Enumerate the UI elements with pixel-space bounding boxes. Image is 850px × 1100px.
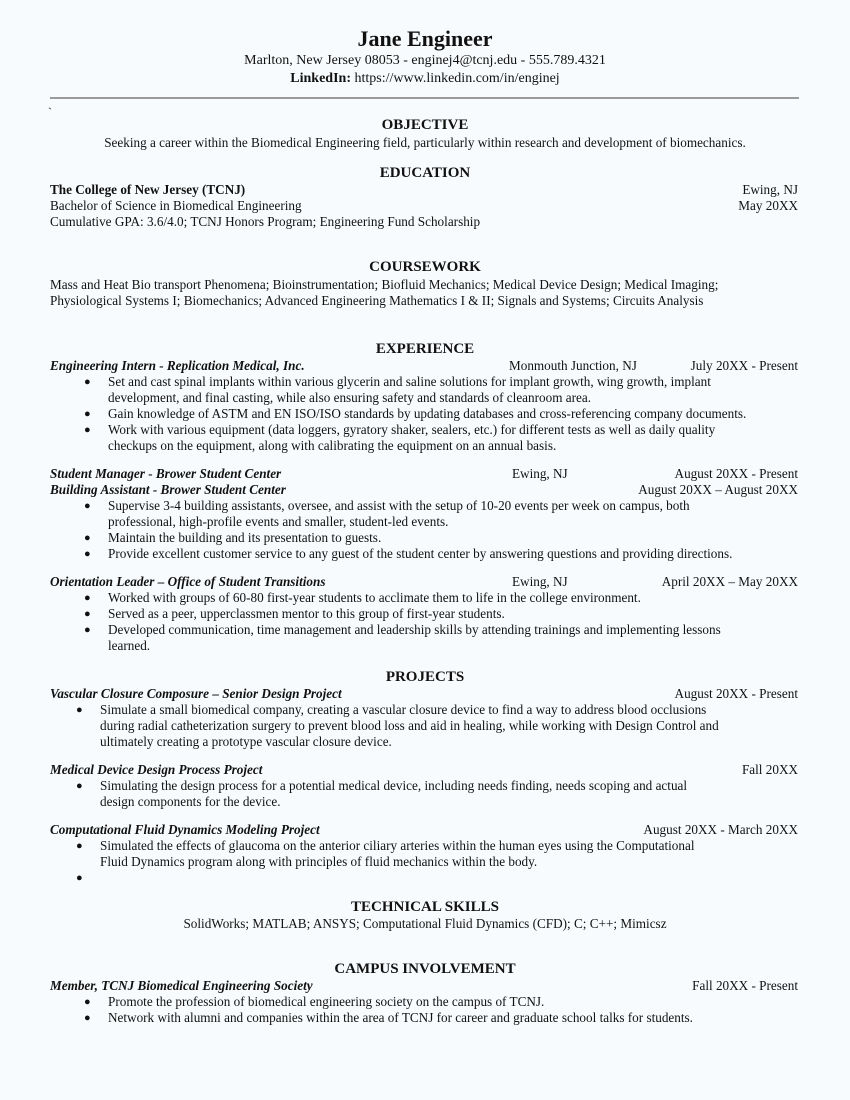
candidate-name: Jane Engineer xyxy=(357,26,493,51)
job-location: Monmouth Junction, NJ xyxy=(509,358,637,373)
list-item xyxy=(0,870,790,886)
project-bullets xyxy=(0,778,790,810)
school-location: Ewing, NJ xyxy=(742,182,798,197)
experience-heading: EXPERIENCE xyxy=(375,341,475,357)
list-item: ● Simulate a small biomedical company, creating a vascular closure device to find a way to address blood occlusions during radial catheterization surgery to prevent blood loss and aid in healing, while working with Design Control and ultimately creating a prototype vascular closure device. xyxy=(76,702,719,749)
job-location: Ewing, NJ xyxy=(512,574,568,589)
list-item: ● Simulated the effects of glaucoma on the anterior ciliary arteries within the human eyes using the Computational Fluid Dynamics program along with principles of fluid mechanics within the body. xyxy=(76,838,695,869)
job-date: April 20XX – May 20XX xyxy=(661,574,798,589)
coursework-heading: COURSEWORK xyxy=(369,259,481,275)
job-date: July 20XX - Present xyxy=(690,358,798,373)
bullet-icon: ● xyxy=(84,592,91,604)
stray-mark: ` xyxy=(48,105,52,119)
list-item: ● Work with various equipment (data loggers, gyratory shaker, sealers, etc.) for different tests as well as daily quality checkups on the equipment, along with calibrating the equipment on an annual basis. xyxy=(84,422,716,453)
list-item: ● Promote the profession of biomedical engineering society on the campus of TCNJ. xyxy=(84,994,545,1009)
objective-text: Seeking a career within the Biomedical Engineering field, particularly within research and development of biomechanics. xyxy=(104,135,746,150)
bullet-icon: ● xyxy=(84,376,91,388)
graduation-date: May 20XX xyxy=(738,198,798,213)
job-role: Engineering Intern - Replication Medical, Inc. xyxy=(50,358,305,373)
project-bullets xyxy=(0,838,790,886)
project-date: August 20XX - March 20XX xyxy=(643,822,798,837)
list-item: ● Worked with groups of 60-80 first-year students to acclimate them to life in the college environment. xyxy=(84,590,641,605)
campus-date: Fall 20XX - Present xyxy=(692,978,798,993)
bullet-icon: ● xyxy=(84,408,91,420)
bullet-icon: ● xyxy=(84,424,91,436)
list-item: ● Developed communication, time management and leadership skills by attending trainings and implementing lessons learned. xyxy=(84,622,721,653)
degree: Bachelor of Science in Biomedical Engineering xyxy=(50,198,302,213)
header-divider xyxy=(50,97,799,99)
bullet-icon: ● xyxy=(84,1012,91,1024)
skills-text: SolidWorks; MATLAB; ANSYS; Computational Fluid Dynamics (CFD); C; C++; Mimicsz xyxy=(183,916,667,931)
list-item: ● Network with alumni and companies within the area of TCNJ for career and graduate school talks for students. xyxy=(84,1010,693,1025)
job-date-secondary: August 20XX – August 20XX xyxy=(638,482,798,497)
project-date: August 20XX - Present xyxy=(674,686,798,701)
job-bullets xyxy=(0,374,798,454)
campus-role: Member, TCNJ Biomedical Engineering Society xyxy=(50,978,313,993)
contact-line: Marlton, New Jersey 08053 - enginej4@tcnj.edu - 555.789.4321 xyxy=(244,53,606,68)
coursework-line-1: Mass and Heat Bio transport Phenomena; Bioinstrumentation; Biofluid Mechanics; Medical Device Design; Medical Imaging; xyxy=(50,277,719,292)
bullet-icon: ● xyxy=(76,780,83,792)
skills-heading: TECHNICAL SKILLS xyxy=(351,899,499,915)
linkedin-url[interactable]: https://www.linkedin.com/in/enginej xyxy=(354,71,560,86)
job-role: Orientation Leader – Office of Student Transitions xyxy=(50,574,326,589)
bullet-icon: ● xyxy=(76,840,83,852)
bullet-icon: ● xyxy=(84,500,91,512)
list-item: ● Gain knowledge of ASTM and EN ISO/ISO standards by updating databases and cross-referencing company documents. xyxy=(84,406,747,421)
project-name: Computational Fluid Dynamics Modeling Project xyxy=(50,822,320,837)
job-role: Student Manager - Brower Student Center xyxy=(50,466,282,481)
bullet-icon: ● xyxy=(84,624,91,636)
bullet-icon: ● xyxy=(84,996,91,1008)
list-item: ● Served as a peer, upperclassmen mentor to this group of first-year students. xyxy=(84,606,505,621)
bullet-icon: ● xyxy=(84,608,91,620)
bullet-icon: ● xyxy=(84,548,91,560)
project-date: Fall 20XX xyxy=(741,762,798,777)
education-heading: EDUCATION xyxy=(379,165,471,181)
project-name: Vascular Closure Composure – Senior Design Project xyxy=(50,686,342,701)
job-role-secondary: Building Assistant - Brower Student Center xyxy=(50,482,286,497)
bullet-icon: ● xyxy=(84,532,91,544)
list-item: ● Maintain the building and its presentation to guests. xyxy=(84,530,382,545)
job-date: August 20XX - Present xyxy=(674,466,798,481)
coursework-line-2: Physiological Systems I; Biomechanics; Advanced Engineering Mathematics I & II; Signals and Systems; Circuits Analysis xyxy=(50,293,704,308)
bullet-icon: ● xyxy=(76,704,83,716)
project-name: Medical Device Design Process Project xyxy=(50,762,263,777)
job-bullets xyxy=(0,498,798,562)
list-item: ● Set and cast spinal implants within various glycerin and saline solutions for implant growth, wing growth, implant development, and final casting, while also ensuring safety and standards of cleanroom area. xyxy=(84,374,711,405)
objective-heading: OBJECTIVE xyxy=(381,117,469,133)
school-name: The College of New Jersey (TCNJ) xyxy=(50,182,246,197)
resume-header xyxy=(0,26,850,88)
list-item: ● Supervise 3-4 building assistants, oversee, and assist with the setup of 10-20 events per week on campus, both professional, high-profile events and smaller, student-led events. xyxy=(84,498,690,529)
projects-heading: PROJECTS xyxy=(385,669,465,685)
bullet-icon: ● xyxy=(76,872,83,884)
list-item: ● Provide excellent customer service to any guest of the student center by answering questions and providing directions. xyxy=(84,546,733,561)
education-details: Cumulative GPA: 3.6/4.0; TCNJ Honors Program; Engineering Fund Scholarship xyxy=(50,214,481,229)
linkedin-line xyxy=(0,70,850,88)
campus-heading: CAMPUS INVOLVEMENT xyxy=(334,961,516,977)
job-bullets xyxy=(0,590,798,654)
job-location: Ewing, NJ xyxy=(512,466,568,481)
linkedin-label: LinkedIn: xyxy=(290,71,351,86)
list-item: ● Simulating the design process for a potential medical device, including needs finding, needs scoping and actual design components for the device. xyxy=(76,778,688,809)
campus-bullets xyxy=(0,994,798,1026)
project-bullets xyxy=(0,702,790,750)
